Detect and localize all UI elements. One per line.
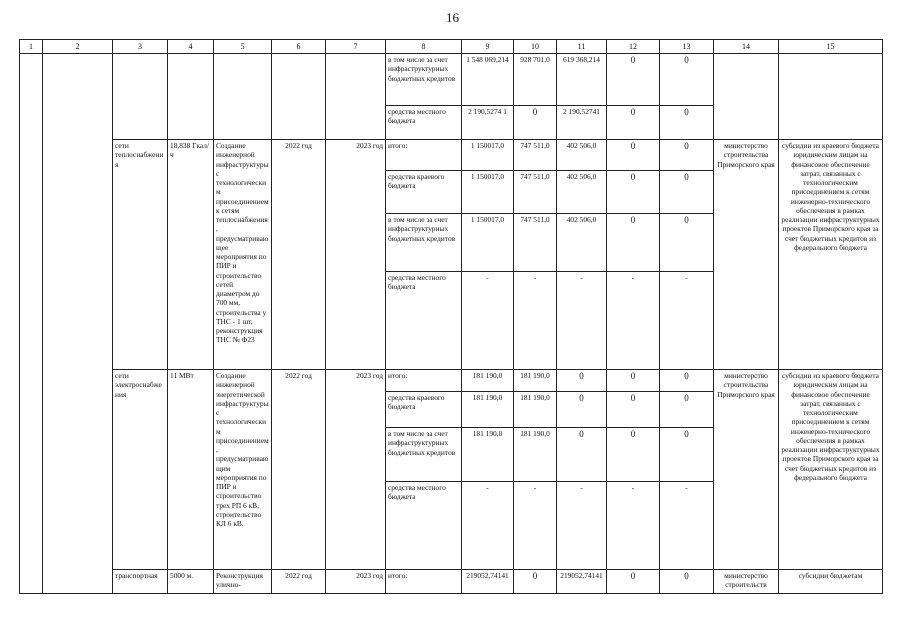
cell-source: средства краевого бюджета: [386, 392, 462, 428]
cell-year2: 219052,74141: [557, 570, 607, 594]
heat-responsible: министерство строительства Приморского края: [714, 140, 779, 370]
cell-year2: 0: [557, 370, 607, 392]
col-header: 8: [386, 40, 462, 54]
cell-year3: -: [607, 272, 660, 370]
transport-capacity: 5000 м.: [168, 570, 214, 594]
col-header: 4: [168, 40, 214, 54]
cell-total: 2 190,5274 1: [462, 106, 514, 140]
cell-year1: -: [514, 272, 557, 370]
cell-total: 1 150017,0: [462, 140, 514, 171]
cell-mechanism: [779, 54, 883, 140]
cell-col1: [20, 54, 43, 594]
cell-col2: [43, 54, 113, 594]
header-row: [20, 40, 883, 54]
cell-year2: 402 506,0: [557, 214, 607, 272]
table-row: [20, 54, 883, 106]
budget-table: [19, 39, 883, 594]
cell-total: -: [462, 272, 514, 370]
cell-year4: 0: [660, 370, 714, 392]
cell-source: итого:: [386, 370, 462, 392]
cell-year2: -: [557, 482, 607, 570]
heat-object: сети теплоснабжения: [113, 140, 168, 370]
cell-source: средства местного бюджета: [386, 272, 462, 370]
cell-year2: 0: [557, 392, 607, 428]
cell-year3: 0: [607, 370, 660, 392]
transport-start: 2022 год: [272, 570, 326, 594]
cell-object: [113, 54, 168, 140]
cell-year3: 0: [607, 140, 660, 171]
cell-total: 1 150017,0: [462, 214, 514, 272]
cell-year4: 0: [660, 54, 714, 106]
cell-year3: 0: [607, 106, 660, 140]
col-header: 6: [272, 40, 326, 54]
cell-year3: 0: [607, 171, 660, 214]
cell-year1: 181 190,0: [514, 370, 557, 392]
cell-year4: 0: [660, 392, 714, 428]
cell-source: в том числе за счет инфраструктурных бюджетных кредитов: [386, 428, 462, 482]
cell-total: 181 190,0: [462, 428, 514, 482]
cell-year2: 619 368,214: [557, 54, 607, 106]
heat-description: Создание инженерной инфраструктуры с технологическим присоединением к сетям теплоснабжения, предусматривающее мероприятия по ПИР и строительство сетей диаметром до 700 мм, строительства у ТНС - 1 шт, реконструкция ТНС № Ф23: [214, 140, 272, 370]
cell-year4: -: [660, 272, 714, 370]
cell-source: средства местного бюджета: [386, 482, 462, 570]
power-end: 2023 год: [326, 370, 386, 570]
transport-end: 2023 год: [326, 570, 386, 594]
page-number: 16: [446, 10, 459, 25]
cell-source: в том числе за счет инфраструктурных бюджетных кредитов: [386, 214, 462, 272]
cell-total: 1 150017,0: [462, 171, 514, 214]
cell-year4: 0: [660, 570, 714, 594]
cell-source: средства местного бюджета: [386, 106, 462, 140]
col-header: 11: [557, 40, 607, 54]
power-description: Создание инженерной энергетической инфраструктуры с технологическим присоединением, предусматривающим мероприятия по ПИР и строительство трех РП 6 кВ, строительство КЛ 6 кВ.: [214, 370, 272, 570]
cell-year2: 2 190,52741: [557, 106, 607, 140]
cell-year1: 747 511,0: [514, 140, 557, 171]
cell-year1: 181 190,0: [514, 392, 557, 428]
heat-mechanism: субсидии из краевого бюджета юридическим лицам на финансовое обеспечение затрат, связанных с технологическим присоединением к сетям инженерно-технического обеспечения в рамках реализации инфраструктурных проектов Приморского края за счет бюджетных кредитов из федерального бюджета: [779, 140, 883, 370]
cell-year4: 0: [660, 428, 714, 482]
col-header: 5: [214, 40, 272, 54]
col-header: 15: [779, 40, 883, 54]
cell-year1: 928 701,0: [514, 54, 557, 106]
cell-year4: 0: [660, 214, 714, 272]
cell-year3: 0: [607, 54, 660, 106]
power-responsible: министерство строительства Приморского края: [714, 370, 779, 570]
cell-year3: 0: [607, 214, 660, 272]
cell-year3: -: [607, 482, 660, 570]
cell-year3: 0: [607, 392, 660, 428]
cell-total: 181 190,0: [462, 392, 514, 428]
cell-total: 1 548 069,214: [462, 54, 514, 106]
cell-source: в том числе за счет инфраструктурных бюджетных кредитов: [386, 54, 462, 106]
cell-year1: -: [514, 482, 557, 570]
cell-capacity: [168, 54, 214, 140]
cell-year1: 747 511,0: [514, 171, 557, 214]
table-row: [20, 570, 883, 594]
power-capacity: 11 МВт: [168, 370, 214, 570]
cell-year4: 0: [660, 140, 714, 171]
cell-year3: 0: [607, 428, 660, 482]
cell-end: [326, 54, 386, 140]
cell-year4: 0: [660, 171, 714, 214]
cell-total: 181 190,0: [462, 370, 514, 392]
col-header: 1: [20, 40, 43, 54]
col-header: 14: [714, 40, 779, 54]
col-header: 12: [607, 40, 660, 54]
cell-year2: 402 506,0: [557, 171, 607, 214]
cell-year2: 0: [557, 428, 607, 482]
table-row: [20, 140, 883, 171]
cell-year3: 0: [607, 570, 660, 594]
cell-description: [214, 54, 272, 140]
cell-source: итого:: [386, 570, 462, 594]
transport-responsible: министерство строительств: [714, 570, 779, 594]
col-header: 3: [113, 40, 168, 54]
col-header: 7: [326, 40, 386, 54]
cell-year4: 0: [660, 106, 714, 140]
power-mechanism: субсидии из краевого бюджета юридическим лицам на финансовое обеспечение затрат, связанных с технологическим присоединением к сетям инженерно-технического обеспечения в рамках реализации инфраструктурных проектов Приморского края за счет бюджетных кредитов из федерального бюджета: [779, 370, 883, 570]
cell-start: [272, 54, 326, 140]
cell-source: средства краевого бюджета: [386, 171, 462, 214]
power-start: 2022 год: [272, 370, 326, 570]
table-row: [20, 370, 883, 392]
heat-capacity: 18,838 Гкал/ч: [168, 140, 214, 370]
power-object: сети электроснабжения: [113, 370, 168, 570]
cell-year1: 747 511,0: [514, 214, 557, 272]
cell-year2: -: [557, 272, 607, 370]
col-header: 9: [462, 40, 514, 54]
cell-year2: 402 506,0: [557, 140, 607, 171]
transport-object: транспортная: [113, 570, 168, 594]
transport-description: Реконструкция улично-: [214, 570, 272, 594]
col-header: 10: [514, 40, 557, 54]
col-header: 2: [43, 40, 113, 54]
cell-source: итого:: [386, 140, 462, 171]
transport-mechanism: субсидии бюджетам: [779, 570, 883, 594]
cell-year1: 0: [514, 570, 557, 594]
cell-year4: -: [660, 482, 714, 570]
cell-total: -: [462, 482, 514, 570]
heat-start: 2022 год: [272, 140, 326, 370]
cell-responsible: [714, 54, 779, 140]
col-header: 13: [660, 40, 714, 54]
heat-end: 2023 год: [326, 140, 386, 370]
cell-year1: 181 190,0: [514, 428, 557, 482]
cell-year1: 0: [514, 106, 557, 140]
cell-total: 219052,74141: [462, 570, 514, 594]
